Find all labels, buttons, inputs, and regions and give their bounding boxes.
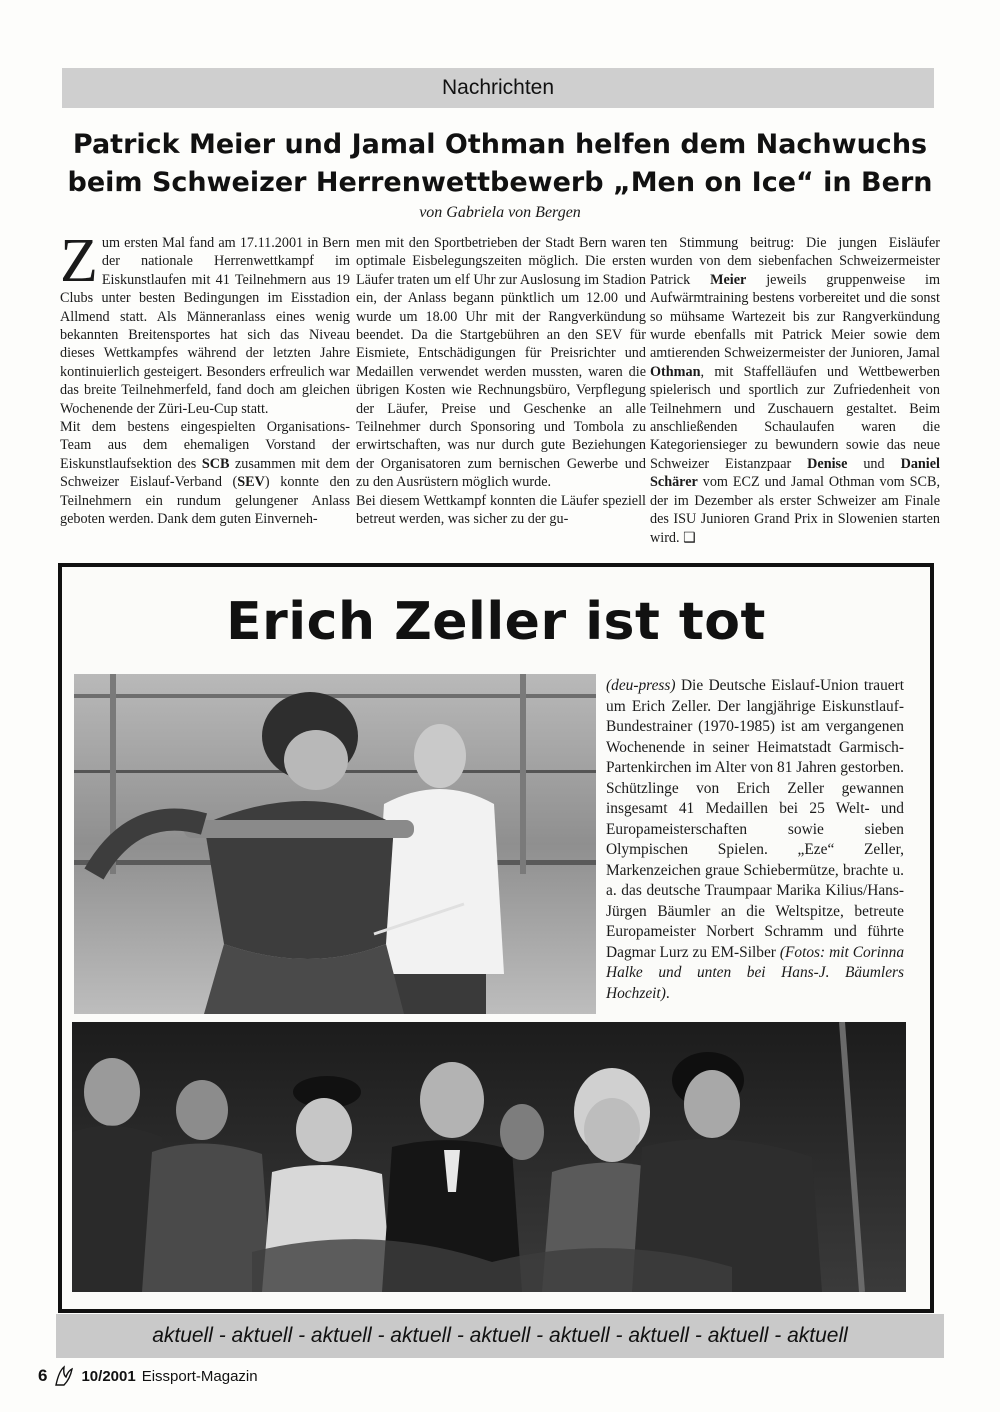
article-headline bbox=[60, 126, 940, 202]
bold-text: SCB bbox=[201, 455, 230, 472]
paragraph-text: Mit dem bestens eingespielten Organisations-Team aus dem ehemaligen Vorstand der Eiskunstlaufsektion des bbox=[60, 419, 350, 472]
paragraph bbox=[60, 418, 350, 528]
source-tag: (deu-press) bbox=[606, 677, 676, 694]
section-title: Nachrichten bbox=[441, 76, 555, 99]
bold-text: Meier bbox=[710, 271, 747, 288]
paragraph-text: ) konnte den Teilnehmern ein rundum gelungener Anlass geboten werden. Dank dem guten Einverneh- bbox=[60, 474, 350, 528]
obituary-text bbox=[606, 676, 904, 1004]
article-column-1 bbox=[60, 227, 350, 529]
byline: von Gabriela von Bergen bbox=[419, 204, 581, 221]
photo-caption: (Fotos: mit Corinna Halke und unten bei Hans-J. Bäumlers Hochzeit) bbox=[606, 943, 905, 1002]
photo-illustration bbox=[72, 1022, 906, 1292]
paragraph bbox=[650, 234, 940, 547]
paragraph-text: jeweils gruppenweise im Aufwärmtraining bestens vorbereitet und die sonst so mühsame Wartezeit bis zur Rangverkündung wurde ebenfalls mit Patrick Meier sowie dem amtierenden Schweizermeister der Junioren, Jamal bbox=[650, 271, 940, 362]
headline-line-2: beim Schweizer Herrenwettbewerb „Men on Ice“ in Bern bbox=[67, 167, 933, 198]
issue-number: 10/2001 bbox=[81, 1367, 136, 1385]
paragraph-text: zusammen mit dem Schweizer Eislauf-Verband ( bbox=[60, 455, 350, 491]
paragraph-text: vom ECZ und Jamal Othman vom SCB, der im Dezember als erster Schweizer am Finale des ISU Junioren Grand Prix in Slowenien starten wird. bbox=[650, 474, 940, 546]
paragraph-text: um ersten Mal fand am 17.11.2001 in Bern der nationale Herrenwettkampf im Eiskunstlaufen mit 41 Teilnehmern aus 19 Clubs unter besten Bedingungen im Eisstadion Allmend statt. Als Männeranlass eines wenig bekannten Breitensportes hat sich das Niveau dieses Wettkampfes während der letzten Jahre kontinuierlich gesteigert. Besonders erfreulich war das breite Teilnehmerfeld, fand doch am gleichen Wochenende der Züri-Leu-Cup statt. bbox=[60, 235, 350, 417]
article-column-2 bbox=[356, 234, 646, 529]
headline-line-1: Patrick Meier und Jamal Othman helfen dem Nachwuchs bbox=[72, 129, 928, 160]
bold-text: Daniel Schärer bbox=[650, 455, 940, 491]
paragraph: Bei diesem Wettkampf konnten die Läufer speziell betreut werden, was sicher zu der gu- bbox=[356, 492, 646, 528]
banner-text: aktuell - aktuell - aktuell - aktuell - aktuell - aktuell - aktuell - aktuell - aktuell bbox=[152, 1324, 848, 1347]
paragraph-text: , mit Staffelläufen und Wettbewerben spielerisch und sportlich zur Zufriedenheit von Teilnehmern und Zuschauern gestaltet. Beim anschließenden Schaulaufen waren die Kategoriensieger zu bewundern sowie das neue Schweizer Eistanzpaar bbox=[650, 363, 940, 472]
magazine-name: Eissport-Magazin bbox=[141, 1367, 258, 1385]
paragraph-text: Die Deutsche Eislauf-Union trauert um Erich Zeller. Der langjährige Eiskunstlauf-Bundestrainer (1970-1985) ist am vergangenen Wochenende in seiner Heimatstadt Garmisch-Partenkirchen im Alter von 81 Jahren gestorben. Schützlinge von Erich Zeller gewannen insgesamt 41 Medaillen bei 25 Welt- und Europameisterschaften sowie sieben Olympischen Spielen. „Eze“ Zeller, Markenzeichen graue Schiebermütze, brachte u. a. das deutsche Traumpaar Marika Kilius/Hans-Jürgen Bäumler an die Weltspitze, betreute Europameister Norbert Schramm und führte Dagmar Lurz zu EM-Silber bbox=[606, 677, 904, 961]
bold-text: Othman bbox=[650, 363, 701, 380]
paragraph-text: . bbox=[665, 984, 670, 1002]
paragraph bbox=[60, 227, 350, 418]
section-header bbox=[62, 68, 934, 108]
magazine-logo-icon bbox=[53, 1365, 75, 1387]
page-number: 6 bbox=[38, 1366, 48, 1385]
bold-text: SEV bbox=[237, 474, 265, 491]
paragraph: men mit den Sportbetrieben der Stadt Bern waren optimale Eisbelegungszeiten möglich. Die ersten Läufer traten um elf Uhr zur Auslosung im Stadion ein, der Anlass begann pünktlich um 12.00 und wurde um 18.00 Uhr mit der Rangverkündung beendet. Da die Startgebühren an den SEV für Eismiete, Entschädigungen für Preisrichter und Medaillen verwendet werden mussten, waren die übrigen Kosten wie Rechnungsbüro, Verpflegung der Läufer, Preise und Geschenke an alle Teilnehmer durch Sponsoring und Tombola zu erwirtschaften, was nur durch gute Beziehungen der Organisatoren zum bernischen Gewerbe und zu den Ausrüstern möglich wurde. bbox=[356, 235, 646, 491]
paragraph bbox=[606, 676, 904, 1004]
end-mark-icon: ❑ bbox=[683, 529, 696, 546]
photo-zeller-with-skater bbox=[74, 674, 596, 1014]
paragraph-text: und bbox=[847, 455, 901, 472]
obituary-title: Erich Zeller ist tot bbox=[226, 592, 766, 652]
page-footer bbox=[38, 1364, 258, 1388]
photo-wedding-group bbox=[72, 1022, 906, 1292]
paragraph-text: ten Stimmung beitrug: Die jungen Eisläufer wurden von dem siebenfachen Schweizermeister Patrick bbox=[650, 235, 940, 288]
bold-text: Denise bbox=[807, 455, 848, 472]
drop-cap: Z bbox=[60, 227, 98, 295]
article-column-3 bbox=[650, 234, 940, 547]
photo-illustration bbox=[74, 674, 596, 1014]
aktuell-banner bbox=[56, 1314, 944, 1358]
